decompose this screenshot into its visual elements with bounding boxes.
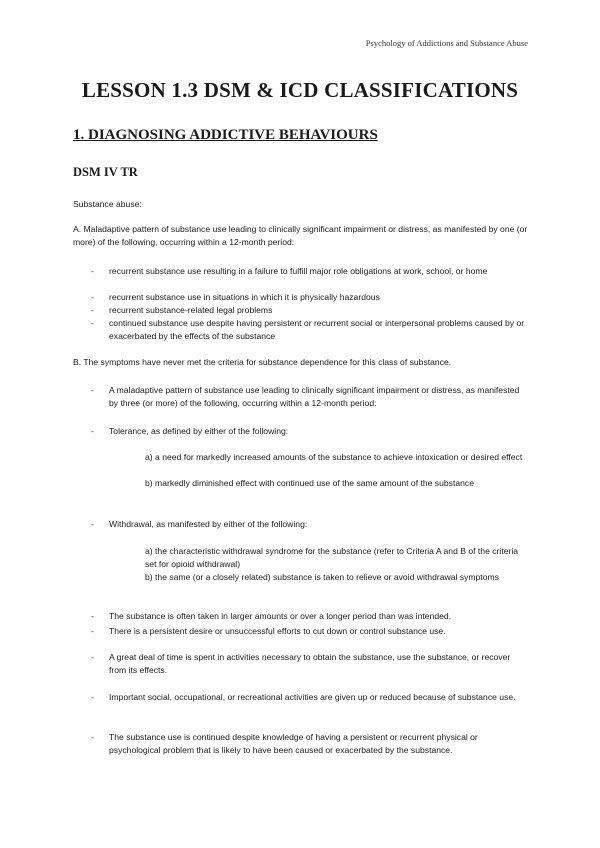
bullet-marker: - — [91, 626, 94, 636]
section-heading: 1. DIAGNOSING ADDICTIVE BEHAVIOURS — [73, 127, 378, 143]
criterion-a: A. Maladaptive pattern of substance use leading to clinically significant impairment or distress, as manifested by one (or more) of the following, occurring within a 12-month period: — [73, 224, 528, 247]
criterion-item: A great deal of time is spent in activities necessary to obtain the substance, use the substance, or recover from its effects. — [109, 652, 511, 675]
abuse-item: recurrent substance use in situations in which it is physically hazardous — [109, 292, 380, 302]
bullet-marker: - — [91, 292, 94, 302]
criterion-item: The substance use is continued despite knowledge of having a persistent or recurrent physical or psychological problem that is likely to have been caused or exacerbated by the substance. — [109, 732, 478, 755]
abuse-label: Substance abuse: — [73, 199, 142, 209]
bullet-marker: - — [91, 266, 94, 276]
bullet-marker: - — [91, 692, 94, 702]
abuse-item: continued substance use despite having persistent or recurrent social or interpersonal problems caused by or exacerbated by the effects of the substance — [109, 318, 525, 341]
withdrawal-a: a) the characteristic withdrawal syndrome for the substance (refer to Criteria A and B of the criteria set for opioid withdrawal) — [145, 546, 519, 569]
bullet-marker: - — [91, 385, 94, 395]
bullet-marker: - — [91, 732, 94, 742]
abuse-item: recurrent substance use resulting in a failure to fulfill major role obligations at work, school, or home — [109, 266, 488, 276]
subsection-heading: DSM IV TR — [73, 165, 138, 179]
bullet-marker: - — [91, 519, 94, 529]
bullet-marker: - — [91, 611, 94, 621]
lesson-title: LESSON 1.3 DSM & ICD CLASSIFICATIONS — [81, 78, 519, 102]
bullet-marker: - — [91, 426, 94, 436]
bullet-marker: - — [91, 318, 94, 328]
criterion-b: B. The symptoms have never met the criteria for substance dependence for this class of substance. — [73, 357, 452, 367]
abuse-item: recurrent substance-related legal problems — [109, 305, 273, 315]
criterion-item: There is a persistent desire or unsuccessful efforts to cut down or control substance use. — [109, 626, 446, 636]
bullet-marker: - — [91, 652, 94, 662]
tolerance-a: a) a need for markedly increased amounts of the substance to achieve intoxication or desired effect — [145, 452, 523, 462]
running-header: Psychology of Addictions and Substance Abuse — [365, 38, 528, 48]
withdrawal-label: Withdrawal, as manifested by either of the following: — [109, 519, 308, 529]
dependence-intro: A maladaptive pattern of substance use leading to clinically significant impairment or distress, as manifested by three (or more) of the following, occurring within a 12-month period: — [109, 385, 520, 408]
withdrawal-b: b) the same (or a closely related) substance is taken to relieve or avoid withdrawal symptoms — [145, 572, 499, 582]
tolerance-b: b) markedly diminished effect with continued use of the same amount of the substance — [145, 478, 474, 488]
criterion-item: The substance is often taken in larger amounts or over a longer period than was intended. — [109, 611, 452, 621]
tolerance-label: Tolerance, as defined by either of the following: — [109, 426, 289, 436]
bullet-marker: - — [91, 305, 94, 315]
criterion-item: Important social, occupational, or recreational activities are given up or reduced because of substance use. — [109, 692, 516, 702]
